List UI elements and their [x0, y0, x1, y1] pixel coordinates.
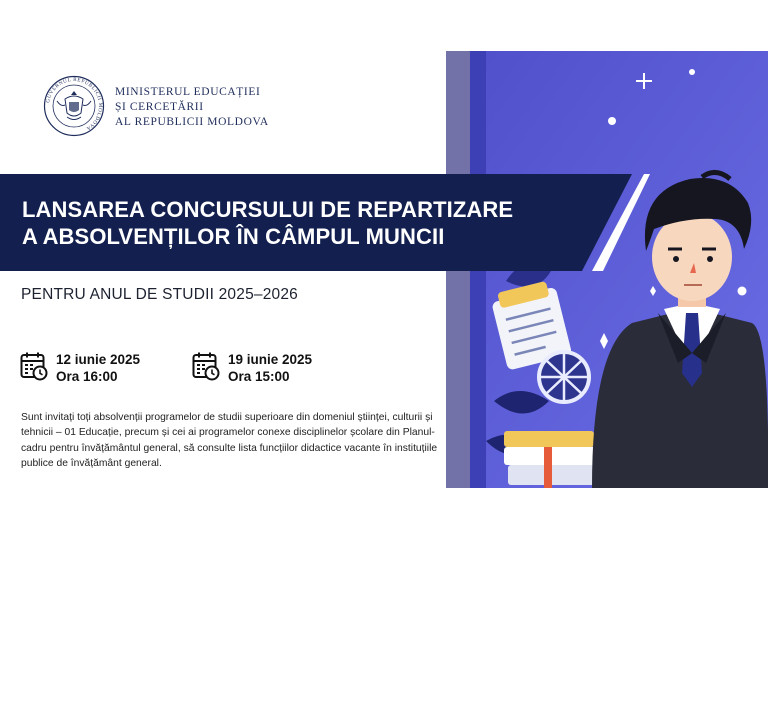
- ministry-name-line-2: ȘI CERCETĂRII: [115, 101, 204, 113]
- banner-title-line-2: A ABSOLVENȚILOR ÎN CÂMPUL MUNCII: [22, 224, 445, 249]
- ministry-name-line-3: AL REPUBLICII MOLDOVA: [115, 116, 269, 128]
- event-2-date: 19 iunie 2025: [228, 352, 313, 367]
- calendar-clock-icon: [20, 351, 48, 381]
- ministry-name-line-1: MINISTERUL EDUCAȚIEI: [115, 86, 261, 98]
- event-1-time: Ora 16:00: [56, 369, 118, 384]
- star-icon: [689, 69, 695, 75]
- subtitle: PENTRU ANUL DE STUDII 2025–2026: [21, 286, 298, 303]
- star-icon: [738, 287, 747, 296]
- event-1: [20, 351, 140, 385]
- banner-title: [22, 196, 513, 250]
- calendar-clock-icon: [192, 351, 220, 381]
- event-2-time: Ora 15:00: [228, 369, 290, 384]
- ministry-name: [115, 85, 269, 130]
- banner-title-line-1: LANSAREA CONCURSULUI DE REPARTIZARE: [22, 197, 514, 222]
- seal-text: GUVERNUL REPUBLICII MOLDOVA: [45, 76, 104, 132]
- book-icon: [504, 431, 594, 447]
- event-2: [192, 351, 312, 385]
- event-1-date: 12 iunie 2025: [56, 352, 141, 367]
- star-icon: [608, 117, 616, 125]
- description: Sunt invitați toți absolvenții programelor de studii superioare din domeniul științei, culturii și tehnicii – 01 Educație, precum și cei ai programelor conexe disciplinelor școlare din Planul-cadru pentru învățământul general, să consulte lista funcțiilor didactice vacante în instituțiile publice de învățământ general.: [21, 412, 438, 469]
- ministry-logo-icon: [43, 75, 105, 137]
